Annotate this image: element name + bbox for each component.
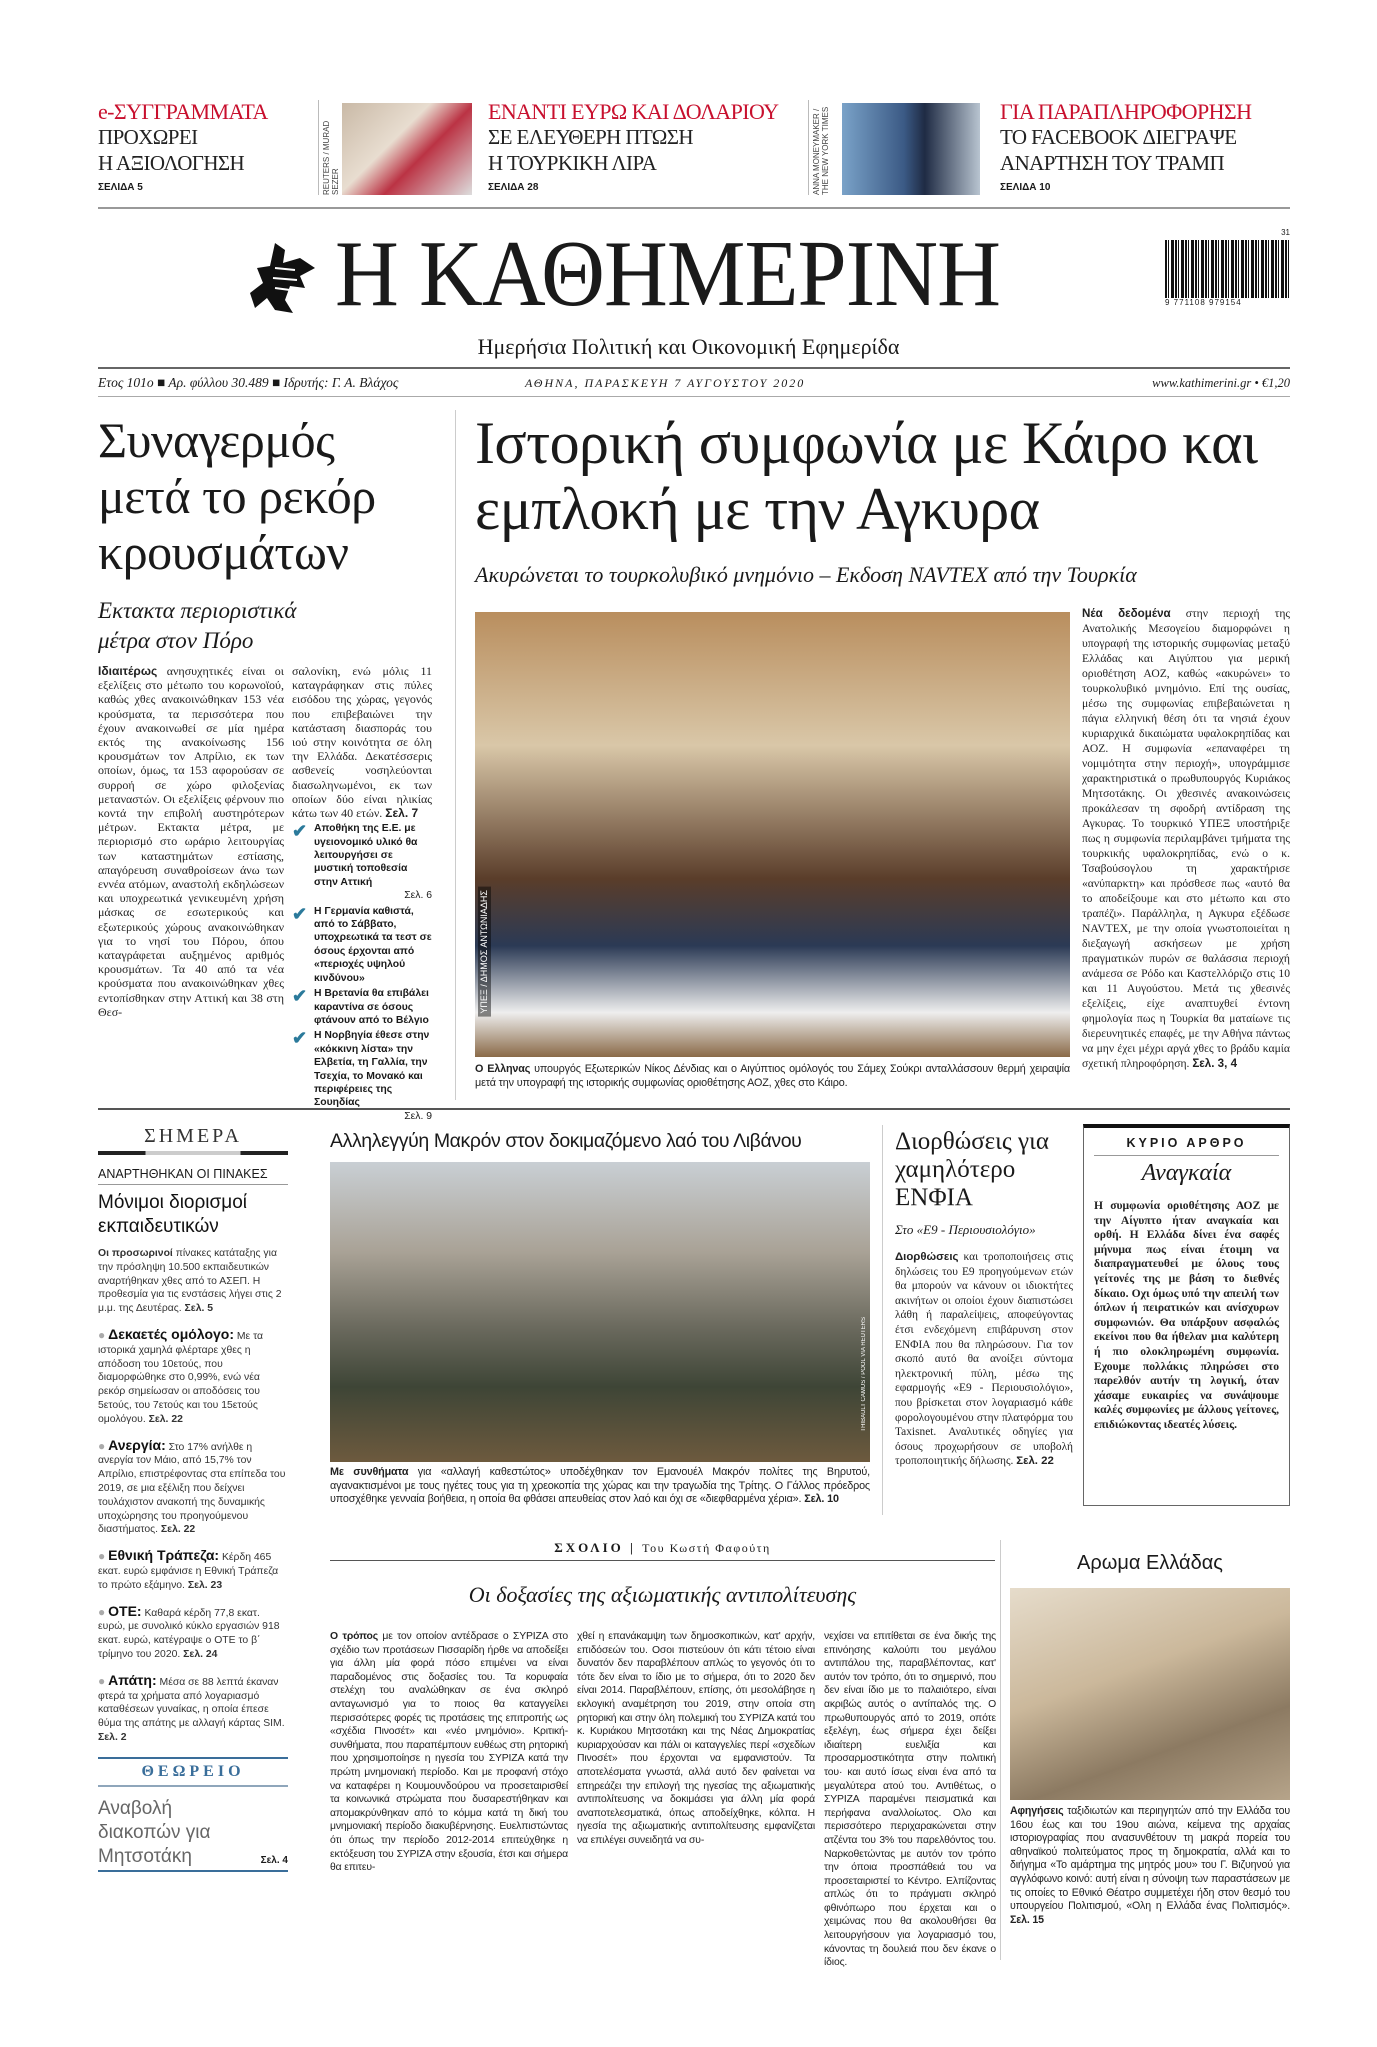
divider	[455, 410, 456, 1100]
teaser-3[interactable]	[1000, 100, 1290, 193]
editorial-title: Αναγκαία	[1141, 1160, 1232, 1186]
bullet-dot-icon: ●	[98, 1604, 106, 1619]
editorial-box	[1083, 1124, 1290, 1506]
teaser-kicker: ΕΝΑΝΤΙ ΕΥΡΩ ΚΑΙ ΔΟΛΑΡΙΟΥ	[488, 99, 779, 124]
teaser-page: ΣΕΛΙΔΑ 28	[488, 182, 539, 193]
macron-caption: Με συνθήματα για «αλλαγή καθεστώτος» υποδέχθηκαν τον Εμανουέλ Μακρόν πολίτες της Βηρυτού, αγανακτισμένοι με τους ηγέτες τους για τη χρεοκοπία της χώρας και την τραγωδία της Τρίτης. Ο Γάλλος πρόεδρος υποσχέθηκε γενναία βοήθεια, η οποία θα φθάσει απευθείας στον λαό και όχι σε «διεφθαρμένα χέρια». Σελ. 10	[330, 1466, 870, 1506]
comment-col1: Ο τρόπος με τον οποίον αντέδρασε ο ΣΥΡΙΖΑ στο σχέδιο των προτάσεων Πισσαρίδη ήρθε να αποδείξει για άλλη μία φορά πόσο επιμένει να είναι παραδομένος στις δοξασίες του. Τα κορυφαία στελέχη του αναλώθηκαν σε ένα σκληρό ανταγωνισμό για το ποιος θα καταγγείλει περισσότερες φορές τις προτάσεις της επιτροπής ως «σχέδια Πινοσέτ» και «νέο μνημόνιο». Κριτική-συνθήματα, που παραπέμπουν ευθέως στη ρητορική που χρησιμοποίησε η ηγεσία του ΣΥΡΙΖΑ κατά την πρώτη μνημονιακή περίοδο. Και με προφανή στόχο να καταφέρει η Κουμουνδούρου να προσεταιρισθεί τα κοινωνικά στρώματα που δυσαρεστήθηκαν και απομακρύνθηκαν από το κόμμα κατά τη δική του μνημονιακή περίοδο διακυβέρνησης. Ευελπιστώντας ότι όπως την περίοδο 2012-2014 επιτεύχθηκε η εκτόξευση του ΣΥΡΙΖΑ στην εξουσία, έτσι και σήμερα θα επιτευ-	[330, 1631, 568, 1874]
today-item[interactable]: ● Εθνική Τράπεζα: Κέρδη 465 εκατ. ευρώ εμφάνισε η Εθνική Τράπεζα το πρώτο εξάμηνο. Σελ. 23	[98, 1547, 279, 1591]
macron-beirut-photo	[330, 1162, 870, 1462]
comment-col2: χθεί η επανάκαμψη των δημοσκοπικών, κατ' αρχήν, επιδόσεών του. Οσοι πιστεύουν ότι κάτι τέτοιο είναι δυνατόν δεν παραβλέπουν απλώς το γεγονός ότι το τότε δεν είναι το ίδιο με το σήμερα, ότι το 2020 δεν είναι 2014. Παραβλέπουν, επίσης, ότι μεσολάβησε η εκλογική αναμέτρηση του 2019, στην οποία στη ρητορική και στην όλη πολεμική του ΣΥΡΙΖΑ κατά του κ. Κυριάκου Μητσοτάκη και της Νέας Δημοκρατίας κυριαρχούσαν και πάλι οι καταγγελίες περί «σχεδίων Πινοσέτ» που έρχονται να εμφανιστούν. Τα αποτελέσματα γνωστά, αλλά αυτό δεν φαίνεται να επηρεάζει την επιλογή της ηγεσίας της αξιωματικής αντιπολίτευσης να δοκιμάσει για άλλη μία φορά αναποτελεσματικά, όπως αποδείχθηκε, κόλπα. Η ηγεσία της αξιωματικής αντιπολίτευσης εμφανίζεται να επιλέγει συνειδητά να συ-	[577, 1631, 815, 1846]
today-section	[98, 1125, 288, 1872]
issue-date: ΑΘΗΝΑ, ΠΑΡΑΣΚΕΥΗ 7 ΑΥΓΟΥΣΤΟΥ 2020	[525, 376, 806, 390]
aroma-headline[interactable]: Αρωμα Ελλάδας	[1077, 1552, 1223, 1574]
photo-credit: REUTERS / MURAD SEZER	[322, 120, 340, 195]
checkmark-icon: ✔	[292, 986, 308, 1007]
trump-photo	[842, 103, 980, 195]
teaser-kicker: ΓΙΑ ΠΑΡΑΠΛΗΡΟΦΟΡΗΣΗ	[1000, 99, 1252, 124]
theorio-heading: ΘΕΩΡΕΙΟ	[141, 1762, 245, 1780]
bullet-dot-icon: ●	[98, 1438, 106, 1453]
main-photo-caption: Ο Ελληνας υπουργός Εξωτερικών Νίκος Δένδιας και ο Αιγύπτιος ομόλογός του Σάμεχ Σούκρι ανταλλάσσουν θερμή χειραψία μετά την υπογραφή της ιστορικής συμφωνίας οριοθέτησης ΑΟΖ, χθες στο Κάιρο.	[475, 1063, 1070, 1089]
teaser-2[interactable]	[488, 100, 788, 193]
covid-headline[interactable]: Συναγερμός μετά το ρεκόρ κρουσμάτων	[98, 412, 376, 580]
website-price[interactable]: www.kathimerini.gr • €1,20	[1152, 376, 1290, 390]
divider	[98, 1108, 1290, 1110]
barcode	[1165, 228, 1290, 315]
today-title[interactable]: Μόνιμοι διορισμοί εκπαιδευτικών	[98, 1192, 247, 1237]
macron-headline[interactable]: Αλληλεγγύη Μακρόν στον δοκιμαζόμενο λαό του Λιβάνου	[330, 1130, 802, 1152]
photo-credit: ANNA MONEYMAKER / THE NEW YORK TIMES	[812, 106, 830, 195]
griffin-logo-icon	[245, 238, 320, 318]
bullet-dot-icon: ●	[98, 1673, 106, 1688]
masthead-subtitle: Ημερήσια Πολιτική και Οικονομική Εφημερίδα	[477, 334, 900, 359]
barcode-number: 9 771108 979154	[1165, 298, 1242, 307]
aroma-caption: Αφηγήσεις ταξιδιωτών και περιηγητών από την Ελλάδα του 16ου έως και του 19ου αιώνα, κείμενα της αρχαίας ιστοριογραφίας που ανασυνθέτουν τη μακρά πορεία του αθηναϊκού πολιτεύματος προς τη δημοκρατία, αλλά και το διήγημα «Το αμάρτημα της μητρός μου» του Γ. Βιζυηνού για αγγλόφωνο κοινό: αυτή είναι η σύνοψη των παραστάσεων με τις οποίες το Εθνικό Θέατρο συμμετέχει ήδη στον θεσμό του υπουργείου Πολιτισμού, «Ολη η Ελλάδα ένας Πολιτισμός». Σελ. 15	[1010, 1805, 1290, 1926]
comment-title[interactable]: Οι δοξασίες της αξιωματικής αντιπολίτευσης	[468, 1582, 857, 1607]
masthead-title: Η ΚΑΘΗΜΕΡΙΝΗ	[335, 222, 1000, 326]
editorial-heading: ΚΥΡΙΟ ΑΡΘΡΟ	[1094, 1136, 1279, 1156]
related-story-bullet[interactable]: ✔ Αποθήκη της Ε.Ε. με υγειονομικό υλικό θα λειτουργήσει σε μυστική τοποθεσία στην Αττική Σελ. 6	[292, 821, 432, 902]
teaser-title: ΣΕ ΕΛΕΥΘΕΡΗ ΠΤΩΣΗ Η ΤΟΥΡΚΙΚΗ ΛΙΡΑ	[488, 125, 693, 175]
theorio-ref: Σελ. 4	[260, 1854, 288, 1866]
enfia-body: Διορθώσεις και τροποποιήσεις στις δηλώσεις του Ε9 προηγούμενων ετών θα μπορούν να κάνουν οι ιδιοκτήτες ακινήτων οι οποίοι έχουν διαπιστώσει λάθη ή παραλείψεις, αποφεύγοντας έτσι ενδεχόμενη επιβάρυνση στον ΕΝΦΙΑ που θα πληρώσουν. Για τον σκοπό αυτό θα ανοίξει σύντομα ηλεκτρονική πύλη, μέσω της εφαρμογής «Ε9 - Περιουσιολόγιο», που βρίσκεται στον λογαριασμό κάθε φορολογουμένου στην πλατφόρμα του Taxisnet. Αναλυτικές οδηγίες για όσους προχωρήσουν σε υποβολή τροποποιητικής δήλωσης. Σελ. 22	[895, 1251, 1073, 1468]
photo-credit: THIBAULT CAMUS / POOL VIA REUTERS	[861, 1317, 867, 1432]
teaser-kicker: e-ΣΥΓΓΡΑΜΜΑΤΑ	[98, 99, 268, 124]
covid-body-col1: Ιδιαιτέρως ανησυχητικές είναι οι εξελίξεις στο μέτωπο του κορωνοϊού, καθώς χθες ανακοινώθηκαν 153 νέα κρούσματα, τα περισσότερα που έχουν ανακοινωθεί σε μία ημέρα εκτός της ανακοίνωσης 156 κρουσμάτων τον Απρίλιο, εκ των οποίων, όμως, τα 153 αφορούσαν σε συρροή σε χώρο φιλοξενίας μεταναστών. Οι εξελίξεις φέρνουν πιο κοντά την επιβολή αυστηρότερων μέτρων. Εκτακτα μέτρα, με περιορισμό στο ωράριο λειτουργίας των καταστημάτων εστίασης, απαγόρευση συναθροίσεων άνω των εννέα ατόμων, αναστολή εκδηλώσεων και υποχρεωτικά γενικευμένη χρήση μάσκας σε εσωτερικούς και εξωτερικούς χώρους ανακοινώθηκαν για το νησί του Πόρου, όπου καταγράφεται αυξημένος αριθμός κρουσμάτων. Τα 40 από τα νέα κρούσματα που ανακοινώθηκαν χθες εντοπίσθηκαν στην Αττική και 38 στη Θεσ-	[98, 664, 285, 1019]
comment-author: Του Κωστή Φαφούτη	[642, 1541, 771, 1555]
enfia-subhead: Στο «Ε9 - Περιουσιολόγιο»	[895, 1222, 1036, 1237]
lira-photo	[342, 103, 472, 195]
covid-subhead: Εκτακτα περιοριστικά μέτρα στον Πόρο	[98, 598, 297, 653]
main-story-body: Νέα δεδομένα στην περιοχή της Ανατολικής Μεσογείου διαμορφώνει η υπογραφή της ιστορικής συμφωνίας μεταξύ Ελλάδας και Αιγύπτου για μερική οριοθέτηση ΑΟΖ, καθώς «ακυρώνει» το τουρκολυβικό μνημόνιο. Επί της ουσίας, μέσω της συμφωνίας επιβεβαιώνεται η πάγια ελληνική θέση ότι τα νησιά έχουν κυριαρχικά δικαιώματα υφαλοκρηπίδας και ΑΟΖ. Η συμφωνία «επαναφέρει τη νομιμότητα στην περιοχή», υπογράμμισε χαρακτηριστικά ο πρωθυπουργός Κυριάκος Μητσοτάκης. Οι χθεσινές ανακοινώσεις προκάλεσαν τη σφοδρή αντίδραση της Αγκυρας. Το τουρκικό ΥΠΕΞ υποστήριξε πως η συμφωνία περιλαμβάνει τμήματα της τουρκικής υφαλοκρηπίδας, ενώ ο κ. Τσαβούσογλου τη χαρακτήρισε «ανύπαρκτη» και πρόσθεσε πως «αυτό θα το αποδείξουμε και στο μέτωπο και στο τραπέζι». Παράλληλα, η Αγκυρα εξέδωσε NAVTEX, με την οποία γνωστοποιείται η διεξαγωγή ασκήσεων με χρήση πραγματικών πυρών σε θαλάσσια περιοχή ανάμεσα σε Ρόδο και Καστελλόριζο στις 10 και 11 Αυγούστου. Μετά τις χθεσινές εξελίξεις, είχε αναπτυχθεί έντονη φημολογία πως η Τουρκία θα ματαίωνε τις διερευνητικές επαφές, με την Αθήνα πάντως να μην έχει μέχρι αργά χθες το βράδυ καμία σχετική πληροφόρηση. Σελ. 3, 4	[1082, 607, 1290, 1070]
checkmark-icon: ✔	[292, 1028, 308, 1049]
related-story-bullet[interactable]: ✔ Η Νορβηγία έθεσε στην «κόκκινη λίστα» την Ελβετία, τη Γαλλία, την Τσεχία, το Μονακό και περιφέρειες της Σουηδίας Σελ. 9	[292, 1028, 432, 1122]
divider	[98, 367, 1290, 369]
divider	[318, 100, 319, 195]
today-kicker: ΑΝΑΡΤΗΘΗΚΑΝ ΟΙ ΠΙΝΑΚΕΣ	[98, 1167, 288, 1185]
divider	[882, 1125, 883, 1515]
today-item[interactable]: ● Απάτη: Μέσα σε 88 λεπτά έκαναν φτερά τα χρήματα από λογαριασμό καταθέσεων γυναίκας, η οποία έπεσε θύμα της απάτης με αλλαγή κάρτας SIM. Σελ. 2	[98, 1671, 285, 1743]
comment-label: ΣΧΟΛΙΟ | Του Κωστή Φαφούτη	[554, 1540, 771, 1555]
teaser-page: ΣΕΛΙΔΑ 5	[98, 182, 143, 193]
issue-info: Ετος 101ο ■ Αρ. φύλλου 30.489 ■ Ιδρυτής: Γ. Α. Βλάχος	[98, 375, 399, 390]
bullet-dot-icon: ●	[98, 1327, 106, 1342]
bullet-dot-icon: ●	[98, 1549, 106, 1564]
checkmark-icon: ✔	[292, 821, 308, 842]
divider	[330, 1560, 995, 1561]
teaser-1[interactable]	[98, 100, 318, 193]
today-item[interactable]: ● Δεκαετές ομόλογο: Με τα ιστορικά χαμηλά φλέρταρε χθες η απόδοση του 10ετούς, που διαμορφώθηκε στο 0,99%, ενώ νέα ρεκόρ σημείωσαν οι αποδόσεις του 5ετούς, του 7ετούς και του 15ετούς ομολόγου. Σελ. 22	[98, 1325, 264, 1425]
dendias-shoukry-photo	[475, 612, 1070, 1057]
teaser-title: ΠΡΟΧΩΡΕΙ Η ΑΞΙΟΛΟΓΗΣΗ	[98, 125, 245, 175]
today-heading: ΣΗΜΕΡΑ	[144, 1125, 242, 1147]
theatre-photo	[1010, 1588, 1290, 1800]
divider	[1000, 1540, 1001, 1960]
covid-body-col2: σαλονίκη, ενώ μόλις 11 καταγράφηκαν στις πύλες εισόδου της χώρας, γεγονός που επιβεβαιώνει την κατάσταση διασποράς του ιού στην κοινότητα σε όλη την Ελλάδα. Δεκατέσσερις ασθενείς νοσηλεύονται διασωληνωμένοι, εκ των οποίων δύο είναι ηλικίας κάτω των 40 ετών. Σελ. 7 ✔ Αποθήκη της Ε.Ε. με υγειονομικό υλικό θα λειτουργήσει σε μυστική τοποθεσία στην Αττική Σελ. 6 ✔ Η Γερμανία καθιστά, από το Σάββατο, υποχρεωτικά τα τεστ σε όσους έρχονται από «περιοχές υψηλού κινδύνου» ✔ Η Βρετανία θα επιβάλει καραντίνα σε όσους φτάνουν από το Βέλγιο ✔ Η Νορβηγία έθεσε στην «κόκκινη λίστα» την Ελβετία, τη Γαλλία, την Τσεχία, το Μονακό και περιφέρειες της Σουηδίας Σελ. 9	[292, 664, 432, 1122]
theorio-title[interactable]: Αναβολή διακοπών για Μητσοτάκη	[98, 1797, 211, 1867]
related-story-bullet[interactable]: ✔ Η Γερμανία καθιστά, από το Σάββατο, υποχρεωτικά τα τεστ σε όσους έρχονται από «περιοχές υψηλού κινδύνου»	[292, 903, 432, 984]
barcode-issue: 31	[1281, 228, 1290, 237]
teaser-page: ΣΕΛΙΔΑ 10	[1000, 182, 1051, 193]
editorial-body: Η συμφωνία οριοθέτησης ΑΟΖ με την Αίγυπτο ήταν αναγκαία και ορθή. Η Ελλάδα δίνει ένα σαφές μήνυμα πως είναι έτοιμη να διαπραγματευθεί με όλους τους γείτονές της με βάση το διεθνές δίκαιο. Οχι όμως υπό την απειλή των όπλων ή πειρατικών και ανίσχυρων συμφωνιών. Θα υπάρξουν ασφαλώς εκείνοι που θα ήθελαν μια καλύτερη ή πιο ολοκληρωμένη συμφωνία. Εχουμε πολλάκις πληρώσει στο παρελθόν αυτήν τη λογική, όταν χάσαμε ευκαιρίες να συνάψουμε καλές συμφωνίες με άλλους γείτονες, επιδιώκοντας ιδεατές λύσεις.	[1094, 1199, 1279, 1431]
photo-credit: ΥΠΕΞ / ΔΗΜΟΣ ΑΝΤΩΝΙΑΔΗΣ	[478, 887, 491, 1017]
main-headline[interactable]: Ιστορική συμφωνία με Κάιρο και εμπλοκή με την Αγκυρα	[475, 410, 1258, 542]
related-story-bullet[interactable]: ✔ Η Βρετανία θα επιβάλει καραντίνα σε όσους φτάνουν από το Βέλγιο	[292, 986, 429, 1026]
teaser-title: ΤΟ FACEBOOK ΔΙΕΓΡΑΨΕ ΑΝΑΡΤΗΣΗ ΤΟΥ ΤΡΑΜΠ	[1000, 125, 1237, 175]
divider	[98, 207, 1290, 209]
checkmark-icon: ✔	[292, 903, 308, 924]
today-intro: Οι προσωρινοί πίνακες κατάταξης για την πρόσληψη 10.500 εκπαιδευτικών αναρτήθηκαν χθες από το ΑΣΕΠ. Η προθεσμία για τις ενστάσεις λήγει στις 2 μ.μ. της Δευτέρας. Σελ. 5	[98, 1248, 282, 1315]
comment-col3: νεχίσει να επιτίθεται σε ένα δικής της επινόησης καλούπι του μεγάλου αντιπάλου της, παραβλέποντας, κατ' αυτόν τον τρόπο, ότι το σημερινό, που δεν είναι ίδιο με το παλαιότερο, είναι ακριβώς αυτός ο αντίπαλός της. Ο πρωθυπουργός από το 2019, οπότε εξελέγη, έως σήμερα έχει δείξει ιδιαίτερη ευελιξία και προσαρμοστικότητα στην πολιτική του· και αυτό ίσως είναι ένα από τα μεγαλύτερα ατού του. Αντιθέτως, ο ΣΥΡΙΖΑ παραμένει πεισματικά και περήφανα αναλλοίωτος. Ολο και περισσότερο περιχαρακώνεται στην ατζέντα του 3% του παρελθόντος του. Ναρκοθετώντας με αυτόν τον τρόπο την όποια προσπάθειά του να προσεταιριστεί το Κέντρο. Ελπίζοντας απλώς ότι το πράγματι σκληρό φθινόπωρο που έρχεται και ο χειμώνας που θα ακολουθήσει θα λειτουργήσουν για λογαριασμό του, κάνοντας τη δουλειά που δεν έκανε ο ίδιος.	[824, 1631, 996, 1969]
divider	[98, 396, 1290, 397]
enfia-headline[interactable]: Διορθώσεις για χαμηλότερο ΕΝΦΙΑ	[895, 1128, 1049, 1211]
today-item[interactable]: ● Ανεργία: Στο 17% ανήλθε η ανεργία τον Μάιο, από 15,7% τον Απρίλιο, επιστρέφοντας στα επίπεδα του 2019, σε μια εξέλιξη που δείχνει τουλάχιστον ανακοπή της δυναμικής υποχώρησης του προηγούμενου διαστήματος. Σελ. 22	[98, 1436, 286, 1536]
today-item[interactable]: ● ΟΤΕ: Καθαρά κέρδη 77,8 εκατ. ευρώ, με συνολικό κύκλο εργασιών 918 εκατ. ευρώ, κατέγραψε ο ΟΤΕ το β΄ τρίμηνο του 2020. Σελ. 24	[98, 1602, 280, 1660]
main-subhead: Ακυρώνεται το τουρκολυβικό μνημόνιο – Εκδοση NAVTEX από την Τουρκία	[475, 562, 1137, 587]
divider	[808, 100, 809, 195]
